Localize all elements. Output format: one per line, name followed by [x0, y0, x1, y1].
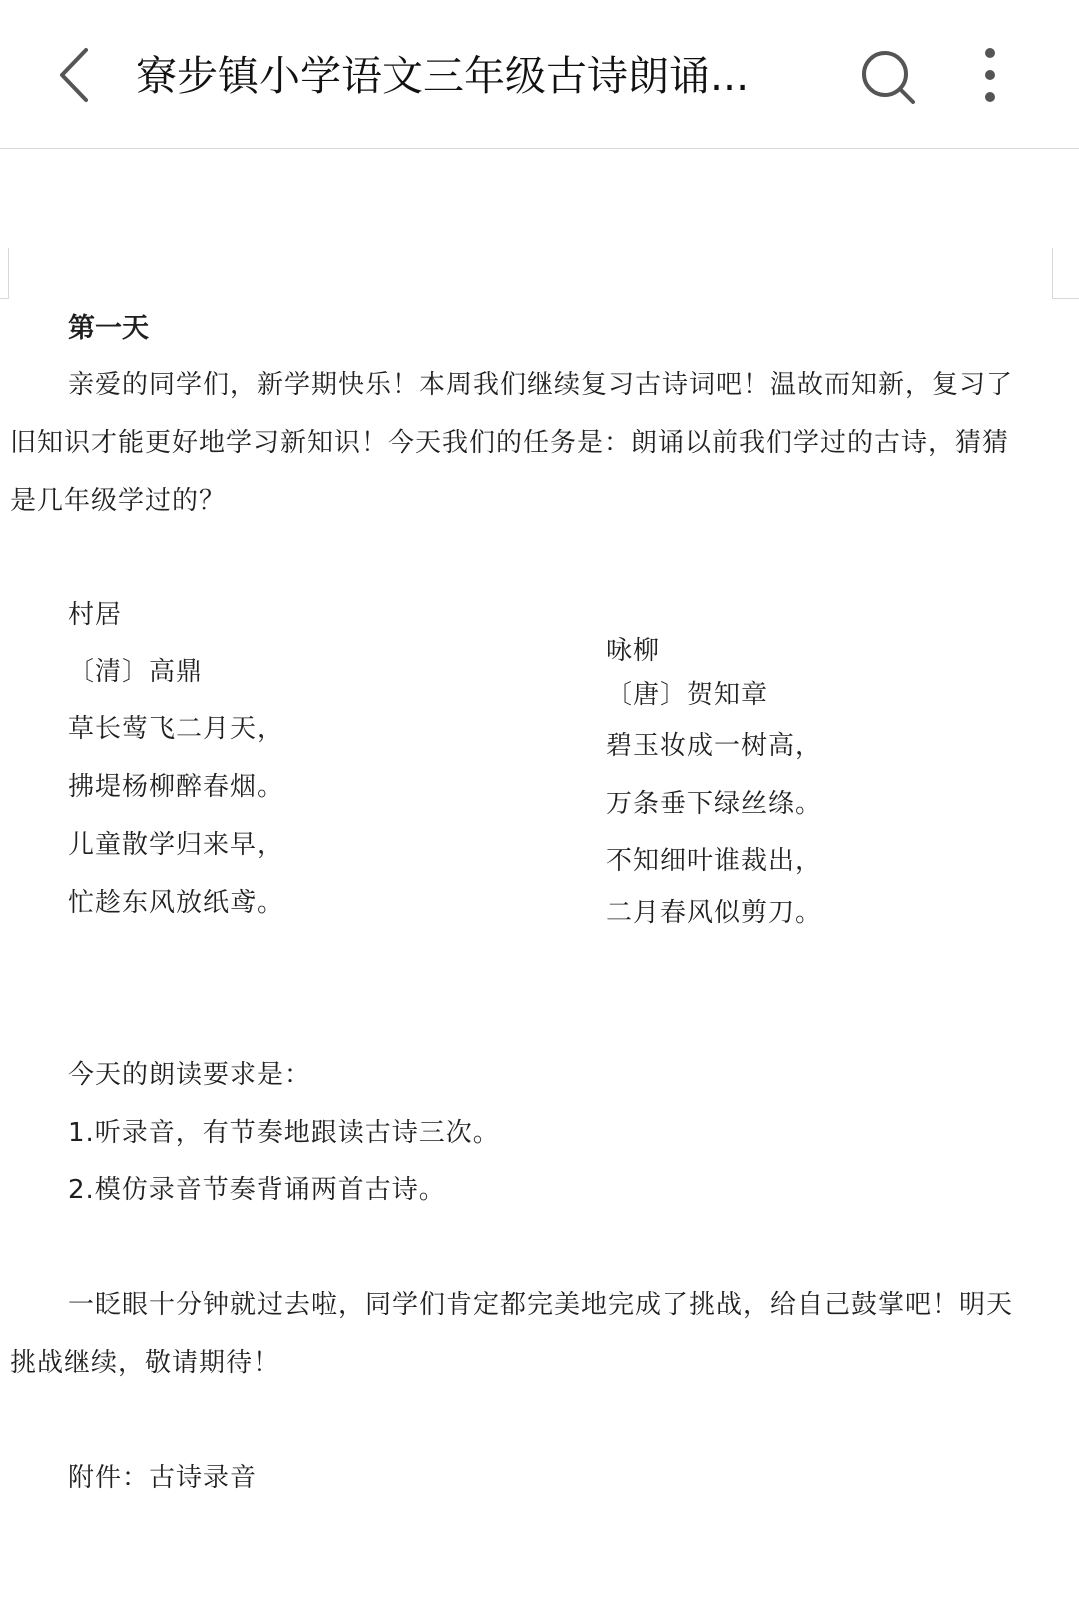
search-icon — [855, 44, 921, 110]
poem-title: 咏柳 — [606, 636, 661, 666]
poem-title: 村居 — [68, 600, 123, 630]
chevron-left-icon — [50, 40, 110, 110]
search-button[interactable] — [855, 44, 921, 110]
page-corner-mark-right — [1052, 248, 1079, 299]
poem-author: 〔清〕高鼎 — [68, 657, 204, 687]
poem-line: 碧玉妆成一树高， — [606, 731, 823, 761]
intro-paragraph: 亲爱的同学们，新学期快乐！本周我们继续复习古诗词吧！温故而知新，复习了旧知识才能更好地学习新知识！今天我们的任务是：朗诵以前我们学过的古诗，猜猜是几年级学过的？ — [10, 370, 1014, 516]
poem-line: 草长莺飞二月天， — [68, 714, 285, 744]
app-header — [0, 0, 1079, 149]
back-button[interactable] — [50, 40, 110, 110]
poem-line: 儿童散学归来早， — [68, 830, 285, 860]
poem-line: 拂堤杨柳醉春烟。 — [68, 772, 285, 802]
page-title: 寮步镇小学语文三年级古诗朗诵... — [136, 52, 750, 100]
poem-line: 二月春风似剪刀。 — [606, 898, 823, 928]
closing-paragraph: 一眨眼十分钟就过去啦，同学们肯定都完美地完成了挑战，给自己鼓掌吧！明天挑战继续，敬请期待！ — [10, 1290, 1014, 1378]
attachment-link[interactable]: 附件：古诗录音 — [68, 1463, 258, 1493]
poem-line: 不知细叶谁裁出， — [606, 846, 823, 876]
requirement-item: 2.模仿录音节奏背诵两首古诗。 — [68, 1175, 446, 1205]
day-title: 第一天 — [68, 313, 149, 344]
more-vertical-icon — [970, 40, 1010, 110]
poem-author: 〔唐〕贺知章 — [606, 680, 769, 710]
requirements-title: 今天的朗读要求是： — [68, 1060, 312, 1090]
poem-line: 忙趁东风放纸鸢。 — [68, 888, 285, 918]
requirement-item: 1.听录音，有节奏地跟读古诗三次。 — [68, 1118, 500, 1148]
more-button[interactable] — [970, 40, 1010, 110]
poem-line: 万条垂下绿丝绦。 — [606, 789, 823, 819]
page-corner-mark-left — [0, 248, 9, 299]
